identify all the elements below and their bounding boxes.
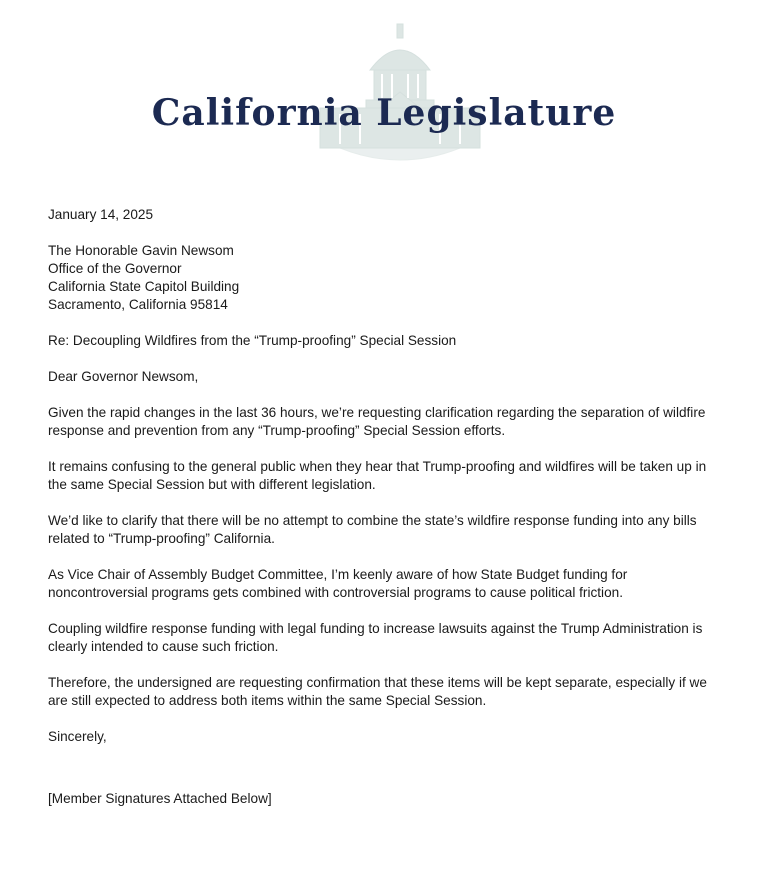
subject-line: Re: Decoupling Wildfires from the “Trump-proofing” Special Session (48, 333, 457, 348)
recipient-city: Sacramento, California 95814 (48, 297, 228, 312)
recipient-building: California State Capitol Building (48, 279, 240, 294)
body-paragraph: Given the rapid changes in the last 36 hours, we’re requesting clarification regarding the separation of wildfire response and prevention from any “Trump-proofing” Special Session efforts. (48, 405, 706, 438)
body-paragraph: As Vice Chair of Assembly Budget Committee, I’m keenly aware of how State Budget funding for noncontroversial programs gets combined with controversial programs to cause political friction. (48, 567, 628, 600)
salutation: Dear Governor Newsom, (48, 369, 199, 384)
recipient-name: The Honorable Gavin Newsom (48, 243, 234, 258)
recipient-address (48, 242, 728, 314)
signature-note: [Member Signatures Attached Below] (48, 791, 272, 806)
closing: Sincerely, (48, 729, 107, 744)
letterhead (0, 0, 768, 190)
body-paragraph: We’d like to clarify that there will be no attempt to combine the state’s wildfire response funding into any bills related to “Trump-proofing” California. (48, 513, 697, 546)
letterhead-title: California Legislature (151, 92, 617, 134)
letter-date: January 14, 2025 (48, 207, 154, 222)
recipient-office: Office of the Governor (48, 261, 182, 276)
body-paragraph: It remains confusing to the general public when they hear that Trump-proofing and wildfires will be taken up in the same Special Session but with different legislation. (48, 459, 707, 492)
body-paragraph: Coupling wildfire response funding with legal funding to increase lawsuits against the Trump Administration is clearly intended to cause such friction. (48, 621, 703, 654)
letter-body (48, 206, 728, 808)
body-paragraph: Therefore, the undersigned are requesting confirmation that these items will be kept separate, especially if we are still expected to address both items within the same Special Session. (48, 675, 707, 708)
